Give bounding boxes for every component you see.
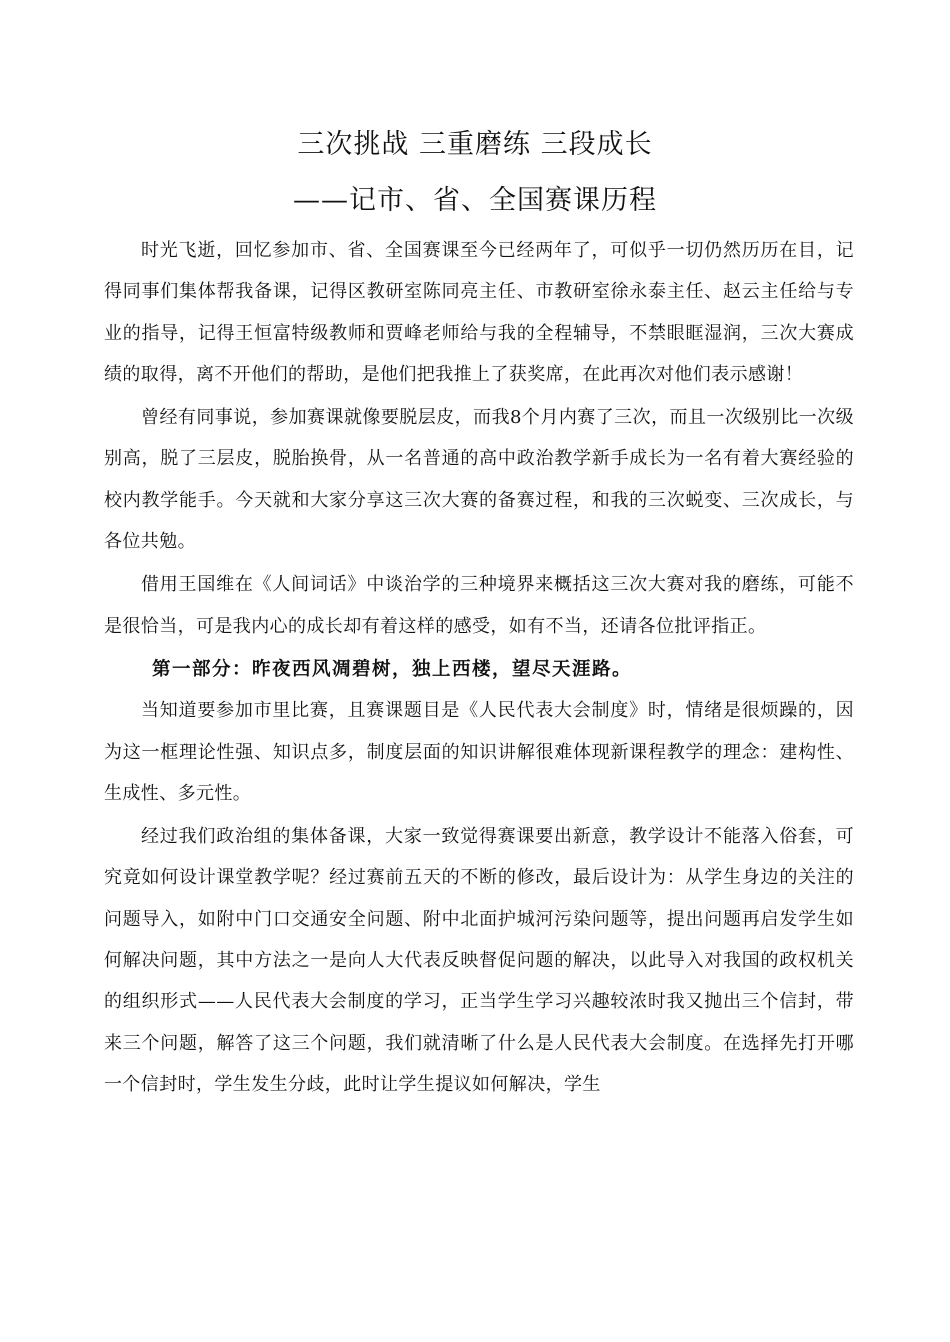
paragraph-intro: 时光飞逝，回忆参加市、省、全国赛课至今已经两年了，可似乎一切仍然历历在目，记得同事们集体帮我备课，记得区教研室陈同亮主任、市教研室徐永泰主任、赵云主任给与专业的指导，记得王恒富特级教师和贾峰老师给与我的全程辅导，不禁眼眶湿润，三次大赛成绩的取得，离不开他们的帮助，是他们把我推上了获奖席，在此再次对他们表示感谢！: [104, 240, 854, 385]
paragraph-lesson-design: 经过我们政治组的集体备课，大家一致觉得赛课要出新意，教学设计不能落入俗套，可究竟如何设计课堂教学呢？经过赛前五天的不断的修改，最后设计为：从学生身边的关注的问题导入，如附中门口交通安全问题、附中北面护城河污染问题等，提出问题再启发学生如何解决问题，其中方法之一是向人大代表反映督促问题的解决，以此导入对我国的政权机关的组织形式——人民代表大会制度的学习，正当学生学习兴趣较浓时我又抛出三个信封，带来三个问题，解答了这三个问题，我们就清晰了什么是人民代表大会制度。在选择先打开哪一个信封时，学生发生分歧，此时让学生提议如何解决，学生: [104, 826, 854, 1095]
document-subtitle: ——记市、省、全国赛课历程: [293, 185, 657, 216]
document-title: 三次挑战 三重磨练 三段成长: [297, 129, 653, 160]
paragraph-wang-guowei: 借用王国维在《人间词话》中谈治学的三种境界来概括这三次大赛对我的磨练，可能不是很恰当，可是我内心的成长却有着这样的感受，如有不当，还请各位批评指正。: [104, 574, 854, 637]
paragraph-growth: 曾经有同事说，参加赛课就像要脱层皮，而我8个月内赛了三次，而且一次级别比一次级别高，脱了三层皮，脱胎换骨，从一名普通的高中政治教学新手成长为一名有着大赛经验的校内教学能手。今天就和大家分享这三次大赛的备赛过程，和我的三次蜕变、三次成长，与各位共勉。: [104, 407, 854, 553]
paragraph-city-contest: 当知道要参加市里比赛，且赛课题目是《人民代表大会制度》时，情绪是很烦躁的，因为这一框理论性强、知识点多，制度层面的知识讲解很难体现新课程教学的理念：建构性、生成性、多元性。: [104, 700, 854, 804]
document-body: [104, 230, 854, 1105]
section-heading-part-one: 第一部分：昨夜西风凋碧树，独上西楼，望尽天涯路。: [152, 658, 633, 680]
